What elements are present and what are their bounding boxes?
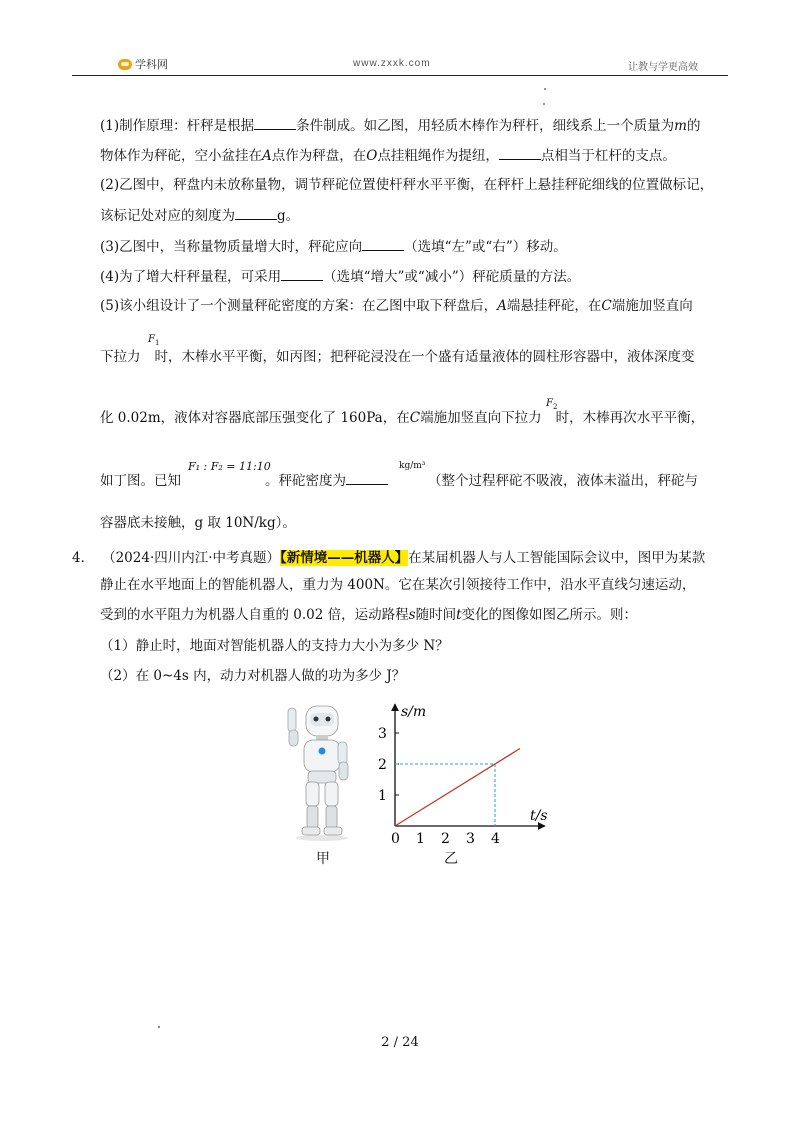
page-header: [0, 56, 800, 76]
q3-line-9: 化 0.02m，液体对容器底部压强变化了 160Pa，在C端施加竖直向下拉力 时，木棒再次水平平衡，: [100, 410, 705, 426]
s-t-graph: [360, 692, 550, 862]
site-url[interactable]: www.zxxk.com: [353, 58, 431, 69]
stray-mark: [543, 103, 545, 105]
q4-sub-1: （1）静止时，地面对智能机器人的支持力大小为多少 N？: [100, 638, 449, 654]
x-tick-label: 1: [416, 831, 425, 847]
x-tick-label: 2: [441, 831, 450, 847]
answer-blank[interactable]: [254, 116, 296, 130]
series-line: [395, 749, 520, 827]
caption-yi: 乙: [444, 851, 458, 867]
force-ratio-equation: F₁ : F₂ = 11:10: [188, 460, 271, 473]
logo-text: 学科网: [135, 58, 168, 71]
y-tick-label: 3: [378, 726, 387, 742]
q4-line-2: 静止在水平地面上的智能机器人，重力为 400N。它在某次引领接待工作中，沿水平直线匀速运动，: [100, 577, 696, 593]
q3-line-6: (4)为了增大杆秤量程，可采用 （选填“增大”或“减小”）秤砣质量的方法。: [100, 269, 581, 285]
x-axis-label: t/s: [530, 808, 548, 824]
stray-mark: [544, 88, 546, 90]
answer-blank[interactable]: [346, 471, 388, 485]
caption-jia: 甲: [316, 851, 330, 867]
x-tick-label: 0: [391, 831, 400, 847]
y-tick-label: 2: [378, 757, 387, 773]
q3-line-5: (3)乙图中，当称量物质量增大时，秤砣应向 （选填“左”或“右”）移动。: [100, 239, 567, 255]
site-slogan: 让教与学更高效: [628, 62, 698, 73]
q3-line-3: (2)乙图中，秤盘内未放称量物，调节秤砣位置使杆秤水平平衡，在秤杆上悬挂秤砣细线的位置做标记，: [100, 177, 714, 193]
q3-line-11: 容器底未接触，g 取 10N/kg）。: [100, 515, 296, 531]
page-number: 2 / 24: [381, 1035, 419, 1050]
q3-line-1: (1)制作原理：杆秤是根据 条件制成。如乙图，用轻质木棒作为秤杆，细线系上一个质量为m的: [100, 118, 701, 134]
robot-figure: [282, 700, 362, 842]
answer-blank[interactable]: [281, 267, 323, 281]
density-unit: kg/m³: [399, 461, 426, 471]
y-axis-label: s/m: [401, 704, 427, 720]
force-f2-symbol: $F_2$: [546, 398, 558, 411]
q3-line-4: 该标记处对应的刻度为 g。: [100, 208, 300, 224]
x-tick-label: 4: [491, 831, 500, 847]
q3-line-8: 下拉力 时，木棒水平平衡，如丙图；把秤砣浸没在一个盛有适量液体的圆柱形容器中，液体深度变: [100, 349, 695, 365]
answer-blank[interactable]: [362, 237, 404, 251]
q3-line-7: (5)该小组设计了一个测量秤砣密度的方案：在乙图中取下秤盘后，A端悬挂秤砣，在C端施加竖直向: [100, 298, 693, 314]
q3-line-2: 物体作为秤砣，空小盆挂在A点作为秤盘，在O点挂粗绳作为提纽， 点相当于杠杆的支点。: [100, 148, 676, 164]
context-tag: 【新情境——机器人】: [280, 550, 409, 566]
x-tick-label: 3: [466, 831, 475, 847]
logo-icon: [118, 59, 132, 70]
q4-sub-2: （2）在 0~4s 内，动力对机器人做的功为多少 J？: [100, 668, 406, 684]
site-logo[interactable]: [118, 56, 168, 72]
y-tick-label: 1: [378, 788, 387, 804]
stray-mark: [158, 1026, 160, 1028]
answer-blank[interactable]: [499, 146, 541, 160]
q4-line-1: 4． （2024·四川内江·中考真题）【新情境——机器人】在某届机器人与人工智能国际会议中，图甲为某款: [72, 550, 706, 566]
answer-blank[interactable]: [235, 206, 277, 220]
q4-line-3: 受到的水平阻力为机器人自重的 0.02 倍，运动路程s随时间t变化的图像如图乙所示。则：: [100, 607, 638, 623]
force-f1-symbol: $F_1$: [148, 334, 160, 347]
q3-line-10: 如丁图。已知 。秤砣密度为 （整个过程秤砣不吸液，液体未溢出，秤砣与: [100, 473, 698, 489]
header-divider: [72, 75, 728, 76]
